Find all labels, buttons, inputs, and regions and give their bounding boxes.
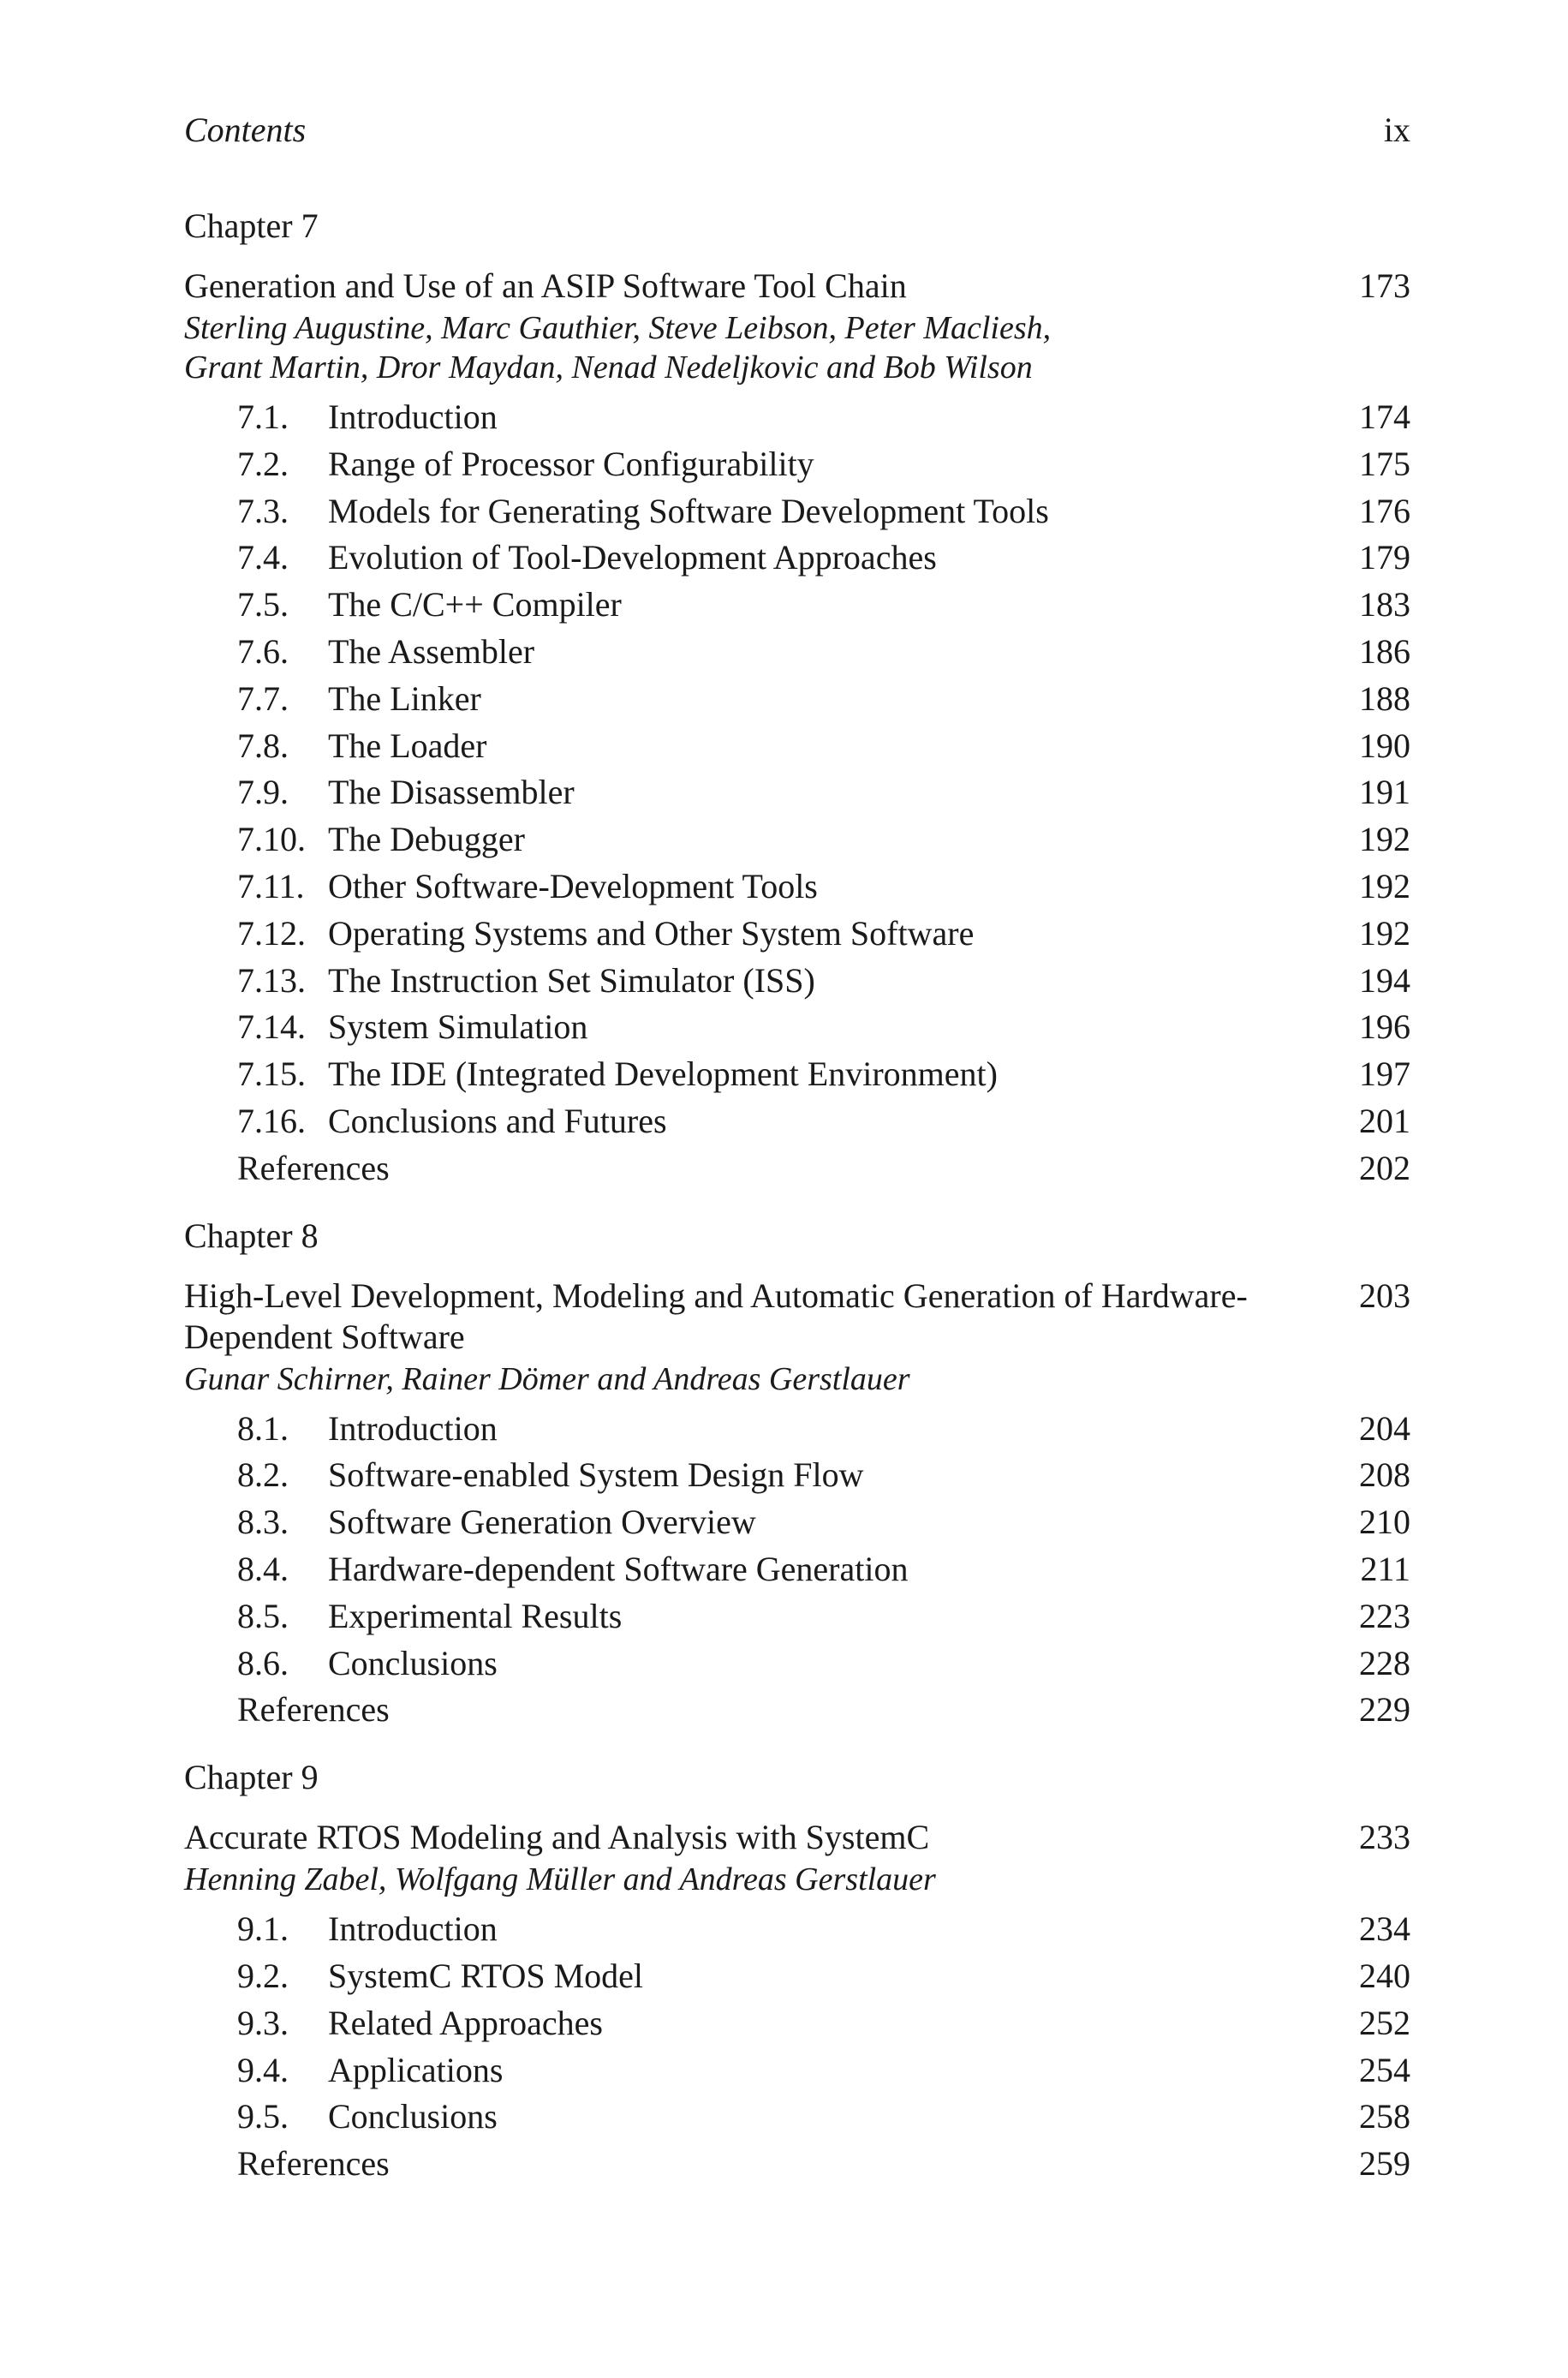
section-number: 7.6. — [237, 631, 289, 671]
toc-entry[interactable] — [184, 535, 1410, 582]
toc-entry[interactable] — [184, 441, 1410, 488]
section-page: 192 — [1359, 820, 1410, 859]
section-number: 7.7. — [237, 678, 289, 718]
section-number: 7.12. — [237, 913, 306, 953]
chapter-label: Chapter 9 — [184, 1758, 319, 1797]
section-number: 7.3. — [237, 491, 289, 530]
section-number: 8.4. — [237, 1549, 289, 1588]
chapter-7 — [184, 204, 1410, 1192]
section-title: Models for Generating Software Development Tools — [328, 491, 1049, 530]
toc-entry[interactable] — [184, 1546, 1410, 1593]
toc-entry[interactable] — [184, 958, 1410, 1005]
section-title: The Linker — [328, 678, 481, 718]
section-title: Introduction — [328, 1408, 498, 1448]
section-list — [184, 394, 1410, 1192]
section-number: 8.3. — [237, 1503, 289, 1542]
toc-entry[interactable] — [184, 1051, 1410, 1098]
chapter-title-row[interactable] — [184, 266, 1410, 307]
references-label: References — [237, 1690, 390, 1730]
chapter-page-number: 173 — [1359, 266, 1410, 305]
section-page: 254 — [1359, 2050, 1410, 2089]
section-title: Conclusions and Futures — [328, 1101, 667, 1140]
section-number: 7.9. — [237, 773, 289, 812]
toc-entry-references[interactable] — [184, 1687, 1410, 1734]
section-number: 8.1. — [237, 1408, 289, 1448]
section-number: 8.6. — [237, 1643, 289, 1682]
chapter-authors — [184, 1860, 1410, 1899]
section-title: Software Generation Overview — [328, 1503, 756, 1542]
chapter-9 — [184, 1755, 1410, 2188]
chapter-authors — [184, 308, 1410, 387]
section-page: 176 — [1359, 491, 1410, 530]
section-title: Evolution of Tool-Development Approaches — [328, 538, 937, 577]
section-page: 190 — [1359, 726, 1410, 765]
section-page: 223 — [1359, 1596, 1410, 1635]
section-title: Conclusions — [328, 1643, 498, 1682]
section-page: 191 — [1359, 773, 1410, 812]
section-title: Introduction — [328, 397, 498, 436]
section-number: 7.15. — [237, 1055, 306, 1094]
section-page: 192 — [1359, 866, 1410, 905]
section-title: Introduction — [328, 1909, 498, 1949]
section-page: 175 — [1359, 444, 1410, 483]
chapter-page-number: 233 — [1359, 1818, 1410, 1857]
section-title: Software-enabled System Design Flow — [328, 1455, 864, 1495]
toc-entry[interactable] — [184, 769, 1410, 816]
chapter-authors — [184, 1359, 1410, 1399]
section-page: 208 — [1359, 1455, 1410, 1495]
references-page: 259 — [1359, 2144, 1410, 2184]
section-page: 197 — [1359, 1055, 1410, 1094]
section-number: 7.13. — [237, 960, 306, 1000]
toc-entry[interactable] — [184, 1452, 1410, 1499]
references-page: 202 — [1359, 1148, 1410, 1187]
toc-entry[interactable] — [184, 1593, 1410, 1640]
section-title: The Debugger — [328, 820, 525, 859]
section-title: Experimental Results — [328, 1596, 623, 1635]
toc-entry[interactable] — [184, 629, 1410, 676]
chapter-title: Generation and Use of an ASIP Software Tool Chain — [184, 266, 907, 305]
section-page: 174 — [1359, 397, 1410, 436]
section-page: 183 — [1359, 585, 1410, 624]
section-title: The Assembler — [328, 631, 535, 671]
toc-entry[interactable] — [184, 1640, 1410, 1688]
section-title: Range of Processor Configurability — [328, 444, 814, 483]
toc-entry[interactable] — [184, 2047, 1410, 2094]
section-page: 258 — [1359, 2097, 1410, 2136]
section-title: Conclusions — [328, 2097, 498, 2136]
section-title: Applications — [328, 2050, 504, 2089]
running-head-title: Contents — [184, 111, 307, 149]
chapter-8 — [184, 1214, 1410, 1735]
toc-entry[interactable] — [184, 582, 1410, 629]
toc-entry[interactable] — [184, 1406, 1410, 1453]
toc-entry[interactable] — [184, 723, 1410, 770]
section-title: The Disassembler — [328, 773, 575, 812]
section-page: 196 — [1359, 1007, 1410, 1047]
section-title: The C/C++ Compiler — [328, 585, 622, 624]
section-title: Operating Systems and Other System Software — [328, 913, 975, 953]
section-number: 9.2. — [237, 1956, 289, 1995]
section-number: 7.1. — [237, 397, 289, 436]
author-line: Grant Martin, Dror Maydan, Nenad Nedeljkovic and Bob Wilson — [184, 350, 1033, 385]
toc-entry[interactable] — [184, 1499, 1410, 1546]
chapter-label: Chapter 8 — [184, 1216, 319, 1255]
section-number: 7.5. — [237, 585, 289, 624]
toc-entry[interactable] — [184, 1004, 1410, 1051]
chapter-title: High-Level Development, Modeling and Automatic Generation of Hardware-Dependent Software — [184, 1276, 1248, 1356]
section-page: 228 — [1359, 1643, 1410, 1682]
section-title: SystemC RTOS Model — [328, 1956, 644, 1995]
section-page: 240 — [1359, 1956, 1410, 1995]
section-page: 210 — [1359, 1503, 1410, 1542]
section-number: 8.5. — [237, 1596, 289, 1635]
toc-entry-references[interactable] — [184, 2141, 1410, 2188]
section-number: 7.11. — [237, 866, 305, 905]
toc-entry[interactable] — [184, 2000, 1410, 2047]
table-of-contents — [184, 204, 1410, 2188]
section-title: The IDE (Integrated Development Environment) — [328, 1055, 998, 1094]
section-page: 188 — [1359, 678, 1410, 718]
toc-entry[interactable] — [184, 2094, 1410, 2141]
chapter-page-number: 203 — [1359, 1276, 1410, 1315]
section-title: The Loader — [328, 726, 487, 765]
section-title: Other Software-Development Tools — [328, 866, 818, 905]
toc-entry[interactable] — [184, 816, 1410, 863]
toc-entry[interactable] — [184, 488, 1410, 535]
toc-entry[interactable] — [184, 1953, 1410, 2000]
section-number: 9.3. — [237, 2003, 289, 2042]
section-title: Related Approaches — [328, 2003, 603, 2042]
chapter-label: Chapter 7 — [184, 206, 319, 245]
section-number: 7.10. — [237, 820, 306, 859]
section-list — [184, 1406, 1410, 1735]
toc-entry[interactable] — [184, 394, 1410, 441]
section-page: 204 — [1359, 1408, 1410, 1448]
chapter-title-row[interactable] — [184, 1276, 1410, 1358]
section-number: 7.2. — [237, 444, 289, 483]
chapter-title-row[interactable] — [184, 1817, 1410, 1858]
section-number: 7.14. — [237, 1007, 306, 1047]
section-page: 194 — [1359, 960, 1410, 1000]
section-page: 192 — [1359, 913, 1410, 953]
toc-entry[interactable] — [184, 863, 1410, 911]
section-number: 7.4. — [237, 538, 289, 577]
section-page: 252 — [1359, 2003, 1410, 2042]
section-number: 7.16. — [237, 1101, 306, 1140]
author-line: Sterling Augustine, Marc Gauthier, Steve Leibson, Peter Macliesh, — [184, 310, 1052, 346]
section-number: 9.1. — [237, 1909, 289, 1949]
section-title: System Simulation — [328, 1007, 588, 1047]
section-number: 9.4. — [237, 2050, 289, 2089]
section-page: 234 — [1359, 1909, 1410, 1949]
author-line: Henning Zabel, Wolfgang Müller and Andreas Gerstlauer — [184, 1861, 936, 1898]
section-title: The Instruction Set Simulator (ISS) — [328, 960, 815, 1000]
section-page: 201 — [1359, 1101, 1410, 1140]
toc-entry[interactable] — [184, 911, 1410, 958]
toc-entry[interactable] — [184, 1906, 1410, 1953]
chapter-title: Accurate RTOS Modeling and Analysis with SystemC — [184, 1818, 930, 1857]
references-page: 229 — [1359, 1690, 1410, 1730]
section-page: 211 — [1360, 1549, 1410, 1588]
section-title: Hardware-dependent Software Generation — [328, 1549, 909, 1588]
page-number: ix — [1383, 111, 1410, 149]
references-label: References — [237, 2144, 390, 2184]
author-line: Gunar Schirner, Rainer Dömer and Andreas Gerstlauer — [184, 1360, 910, 1397]
section-list — [184, 1906, 1410, 2188]
section-page: 186 — [1359, 631, 1410, 671]
section-page: 179 — [1359, 538, 1410, 577]
references-label: References — [237, 1148, 390, 1187]
toc-entry-references[interactable] — [184, 1145, 1410, 1192]
toc-entry[interactable] — [184, 1098, 1410, 1145]
section-number: 9.5. — [237, 2097, 289, 2136]
section-number: 8.2. — [237, 1455, 289, 1495]
toc-entry[interactable] — [184, 676, 1410, 723]
section-number: 7.8. — [237, 726, 289, 765]
